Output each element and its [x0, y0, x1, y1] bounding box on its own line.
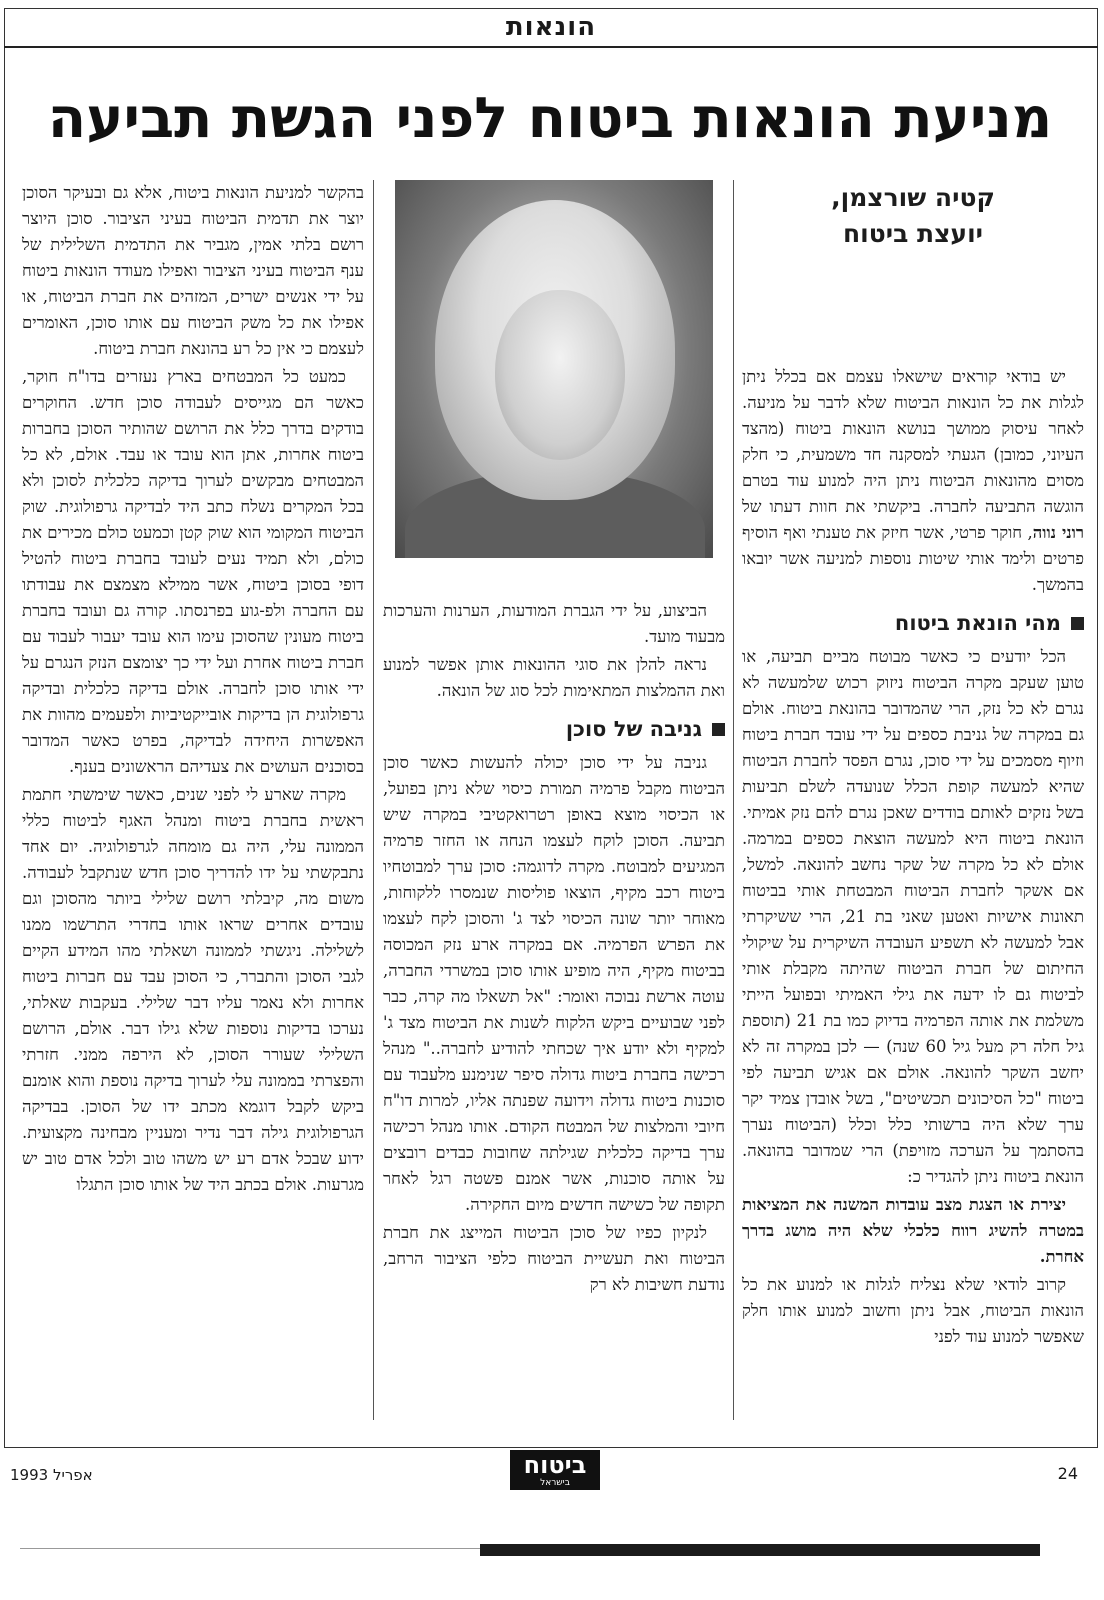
column-left: [22, 180, 364, 1420]
section-title: הונאות: [505, 12, 597, 42]
fraud-definition: יצירת או הצגת מצב עובדות המשנה את המציאות במטרה להשיג רווח כלכלי שלא היה מושג בדרך אחרת.: [742, 1195, 1084, 1266]
author-portrait-image: [395, 180, 713, 558]
paragraph: לנקיון כפיו של סוכן הביטוח המייצג את חברת הביטוח ואת תעשיית הביטוח כלפי הציבור הרחב, נודעת חשיבות לא רק: [383, 1223, 725, 1294]
column-middle: [383, 180, 725, 1420]
scan-artifact-line: [20, 1548, 490, 1549]
column-right: [742, 180, 1084, 1420]
scan-artifact-bar: [480, 1544, 1040, 1556]
author-name: קטיה שורצמן,: [831, 183, 995, 212]
page-footer: [4, 1448, 1098, 1498]
square-bullet-icon: [712, 723, 725, 736]
subheading-what-is-fraud: מהי הונאת ביטוח: [742, 608, 1084, 638]
investigator-name: רוני נווה: [1032, 523, 1084, 542]
paragraph: כמעט כל המבטחים בארץ נעזרים בדו"ח חוקר, כאשר הם מגייסים לעבודה סוכן חדש. החוקרים בודקים בדרך כלל את הרושם שהותיר הסוכן בחברות ביטוח אחרות, אתן הוא עובד או עבד. אולם, לא כל המבטחים מבקשים לערוך בדיקה כלכלית לסוכן ולא בכל המקרים נשלח כתב היד לבדיקה גרפולוגית. שוק הביטוח המקומי הוא שוק קטן וכמעט כולם מכירים את כולם, ולא תמיד נעים לעובד בחברת ביטוח להטיל דופי בסוכן ביטוח, אשר ממילא מצמצם את עבודתו עם החברה ולפ-גוע בפרנסתו. קורה גם ועובד בחברת ביטוח מעונין שהסוכן עימו הוא עובד יעבור לעבוד עם חברת ביטוח אחרת ועל ידי כך יצומצם הנזק הנגרם על ידי אותו סוכן לחברה. אולם בדיקה כלכלית ובדיקה גרפולוגית הן בדיקות אובייקטיביות ולפעמים מהוות את האפשרות היחידה לבדיקה, בפרט כאשר המדובר בסוכנים העושים את צעדיהם הראשונים בענף.: [22, 367, 364, 776]
paragraph: קרוב לודאי שלא נצליח לגלות או למנוע את כל הונאות הביטוח, אבל ניתן וחשוב למנוע אותו חלק שאפשר למנוע עוד לפני: [742, 1275, 1084, 1346]
paragraph: מקרה שארע לי לפני שנים, כאשר שימשתי חתמת ראשית בחברת ביטוח ומנהל האגף לביטוח כללי הממונה עלי, היה גם מומחה לגרפולוגיה. יום אחד נתבקשתי על ידו להדריך סוכן חדש שנתקבל לעבודה. משום מה, קיבלתי רושם שלילי ביותר מהסוכן וגם עובדים אחרים שראו אותו בחדרי התרשמו ממנו לשלילה. ניגשתי לממונה ושאלתי מהו המידע הקיים לגבי הסוכן והתברר, כי הסוכן עבד עם חברות ביטוח אחרות ולא נאמר עליו דבר שלילי. בעקבות שאלתי, נערכו בדיקות נוספות שלא גילו דבר. אולם, הרושם השלילי שעורר הסוכן, לא הירפה ממני. חזרתי והפצרתי בממונה עלי לערוך בדיקה נוספת והוא אומנם ביקש לקבל דוגמא מכתב ידו של הסוכן. בבדיקה הגרפולוגית גילה דבר נדיר ומעניין מבחינה מקצועית. ידוע שבכל אדם רע יש משהו טוב ולכל אדם טוב יש מגרעות. אולם בכתב היד של אותו סוכן התגלו: [22, 785, 364, 1194]
author-role: יועצת ביטוח: [842, 219, 984, 248]
column-divider: [733, 180, 734, 1420]
article-headline: מניעת הונאות ביטוח לפני הגשת תביעה: [47, 86, 1053, 151]
issue-date: אפריל 1993: [10, 1466, 93, 1484]
subheading-agent-theft: גניבה של סוכן: [383, 714, 725, 744]
paragraph: נראה להלן את סוגי ההונאות אותן אפשר למנוע ואת ההמלצות המתאימות לכל סוג של הונאה.: [383, 655, 725, 700]
magazine-logo: ביטוח בישראל: [510, 1450, 600, 1490]
page-number: 24: [1057, 1464, 1078, 1483]
paragraph: יש בודאי קוראים שישאלו עצמם אם בכלל ניתן לגלות את כל הונאות הביטוח שלא לדבר על מניעה. לאחר עיסוק ממושך בנושא הונאות ביטוח (מהצד העיוני, כמובן) הגעתי למסקנה חד משמעית, כי חלק מסוים מהונאות הביטוח ניתן היה למנוע עוד בטרם הוגשה התביעה לחברה. ביקשתי את חוות דעתו של רוני נווה, חוקר פרטי, אשר חיזק את טענתי ואף הוסיף פרטים ולימד אותי שיטות נוספות למניעה אשר יובאו בהמשך.: [742, 367, 1084, 594]
section-header: [4, 8, 1098, 48]
column-divider: [373, 180, 374, 1420]
square-bullet-icon: [1071, 617, 1084, 630]
paragraph: בהקשר למניעת הונאות ביטוח, אלא גם ובעיקר הסוכן יוצר את תדמית הביטוח בעיני הציבור. סוכן היוצר רושם בלתי אמין, מגביר את התדמית השלילית של ענף הביטוח בעיני הציבור ואפילו מעודד הונאות ביטוח על ידי אנשים ישרים, המזהים את חברת הביטוח, או אפילו את כל משק הביטוח עם אותו סוכן, האומרים לעצמם כי אין כל רע בהונאת חברת ביטוח.: [22, 183, 364, 358]
paragraph: הביצוע, על ידי הגברת המודעות, הערנות והערכות מבעוד מועד.: [383, 601, 725, 646]
author-byline: [742, 180, 1084, 252]
paragraph: גניבה על ידי סוכן יכולה להעשות כאשר סוכן הביטוח מקבל פרמיה תמורת כיסוי שלא ניתן בפועל, או הכיסוי מוצא באופן רטרואקטיבי במקרה שיש תביעה. הסוכן לוקח לעצמו הנחה או החזר פרמיה המגיעים למבוטח. מקרה לדוגמה: סוכן ערך למבוטחיו ביטוח רכב מקיף, הוצאו פוליסות שנמסרו ללקוחות, מאוחר יותר שונה הכיסוי לצד ג' והסוכן לקח לעצמו את הפרש הפרמיה. אם במקרה ארע נזק המכוסה בביטוח מקיף, היה מופיע אותו סוכן במשרדי החברה, עוטה ארשת נבוכה ואומר: "אל תשאלו מה קרה, כבר לפני שבועיים ביקש הלקוח לשנות את הביטוח מצד ג' למקיף ולא יודע איך שכחתי להודיע לחברה.." מנהל רכישה בחברת ביטוח גדולה סיפר שנימנע מלעבוד עם סוכנות ביטוח גדולה וידועה שפנתה אליו, למרות דו"ח חיובי והמלצות של המבטח הקודם. אותו מנהל רכישה ערך בדיקה כלכלית שגילתה שחובות כבדים רובצים על אותה סוכנות, אשר אמנם פשטה רגל לאחר תקופה של כשישה חדשים מיום החקירה.: [383, 753, 725, 1214]
paragraph: הכל יודעים כי כאשר מבוטח מביים תביעה, או טוען שעקב מקרה הביטוח ניזוק רכוש שלמעשה לא נגרם לא כל נזק, הרי שהמדובר בהונאת ביטוח. אולם גם במקרה של גניבת כספים על ידי עובד חברת ביטוח וזיוף מסמכים על ידי סוכן, נגרם הפסד לחברת הביטוח שהיא למעשה קופת הכלל שנועדה לשלם תביעות בשל נזקים לאותם בודדים שאכן נגרם להם נזק אמיתי. הונאת ביטוח היא למעשה הוצאת כספים במרמה. אולם לא כל מקרה של שקר נחשב להונאה. למשל, אם אשקר לחברת הביטוח המבטחת אותי בביטוח תאונות אישיות ואטען שאני בת 21, הרי ששיקרתי אבל למעשה לא תשפיע העובדה השיקרית על שיקולי החיתום של חברת הביטוח שהיתה מקבלת אותי לביטוח גם לו ידעה את גילי האמיתי ובפועל הייתי משלמת את אותה הפרמיה בדיוק כמו בת 21 (תוספת גיל חלה רק מעל גיל 60 שנה) — לכן במקרה זה לא יחשב השקר להונאה. אולם אם אגיש תביעה לפי ביטוח "כל הסיכונים תכשיטים", בשל אובדן צמיד יקר ערך שלא היה ברשותי כלל וכלל (הביטוח נערך בהסתמך על הערכה מזויפת) הרי שמדובר בהונאה. הונאת ביטוח ניתן להגדיר כ:: [742, 647, 1084, 1186]
